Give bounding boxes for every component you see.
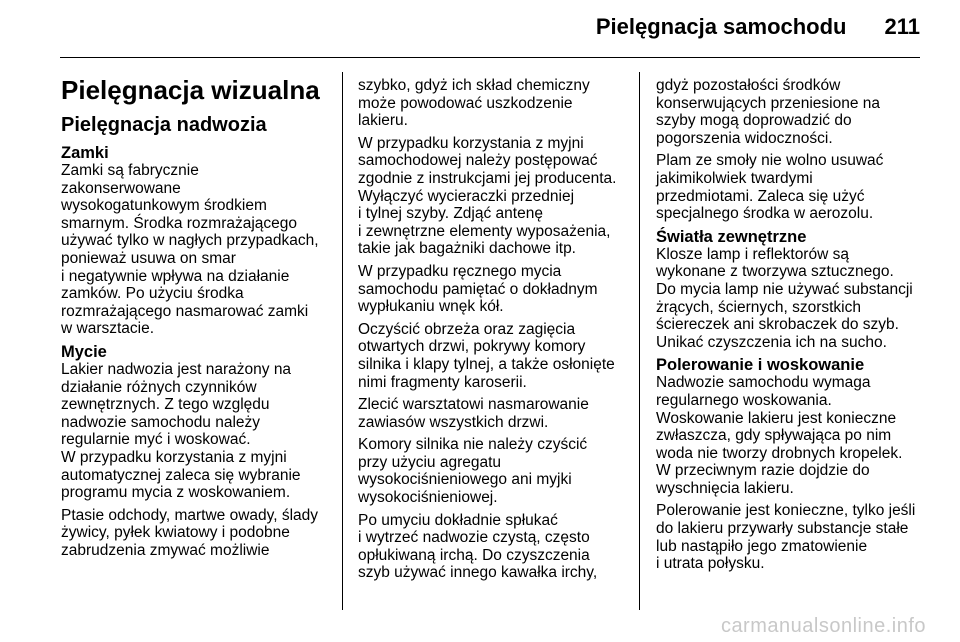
section-heading-mycie: Mycie xyxy=(61,342,107,361)
section-heading-swiatla: Światła zewnętrzne xyxy=(656,227,807,246)
section-heading-polerowanie: Polerowanie i woskowanie xyxy=(656,356,865,375)
watermark: carmanualsonline.info xyxy=(720,615,926,637)
main-heading: Pielęgnacja wizualna xyxy=(61,75,320,105)
section-heading-zamki: Zamki xyxy=(61,144,109,162)
mycie-paragraph-2: Ptasie odchody, martwe owady, ślady żywicy, pyłek kwiatowy i podobne zabrudzenia zmywać możliwie xyxy=(61,506,319,559)
polerowanie-paragraph-2: Polerowanie jest konieczne, tylko jeśli do lakieru przywarły substancje stałe lub nastąpiło jego zmatowienie i utrata połysku. xyxy=(656,502,916,573)
paragraph: Zlecić warsztatowi nasmarowanie zawiasów wszystkich drzwi. xyxy=(358,396,589,431)
swiatla-paragraph: Klosze lamp i reflektorów są wykonane z tworzywa sztucznego. Do mycia lamp nie używać substancji żrących, ściernych, szorstkich ściereczek ani skrobaczek do szyb. Unikać czyszczenia ich na sucho. xyxy=(656,245,913,351)
paragraph: Plam ze smoły nie wolno usuwać jakimikolwiek twardymi przedmiotami. Zaleca się użyć specjalnego środka w aerozolu. xyxy=(656,152,884,223)
column-divider-1 xyxy=(342,72,343,610)
paragraph: szybko, gdyż ich skład chemiczny może powodować uszkodzenie lakieru. xyxy=(358,77,590,130)
paragraph: Po umyciu dokładnie spłukać i wytrzeć nadwozie czystą, często opłukiwaną irchą. Do czyszczenia szyb używać innego kawałka irchy, xyxy=(358,511,598,582)
paragraph: Oczyścić obrzeża oraz zagięcia otwartych drzwi, pokrywy komory silnika i klapy tylnej, a także osłonięte nimi fragmenty karoserii. xyxy=(358,320,615,391)
header-title: Pielęgnacja samochodu xyxy=(595,14,847,39)
zamki-paragraph: Zamki są fabrycznie zakonserwowane wysokogatunkowym środkiem smarnym. Środka rozmrażającego używać tylko w nagłych przypadkach, ponieważ usuwa on smar i negatywnie wpływa na działanie zamków. Po użyciu środka rozmrażającego nasmarować zamki w warsztacie. xyxy=(61,162,319,338)
page-number: 211 xyxy=(884,14,920,39)
paragraph: gdyż pozostałości środków konserwujących przeniesione na szyby mogą doprowadzić do pogorszenia widoczności. xyxy=(656,77,881,147)
paragraph: Komory silnika nie należy czyścić przy użyciu agregatu wysokociśnieniowego ani myjki wysokociśnieniowej. xyxy=(358,436,588,507)
header-rule xyxy=(60,57,920,58)
sub-heading: Pielęgnacja nadwozia xyxy=(61,114,267,136)
column-divider-2 xyxy=(639,72,640,610)
page-header xyxy=(596,14,920,48)
column-2 xyxy=(358,77,626,587)
polerowanie-paragraph-1: Nadwozie samochodu wymaga regularnego woskowania. Woskowanie lakieru jest konieczne zwłaszcza, gdy spływająca po nim woda nie tworzy drobnych kropelek. W przeciwnym razie dojdzie do wyschnięcia lakieru. xyxy=(656,374,903,497)
paragraph: W przypadku korzystania z myjni samochodowej należy postępować zgodnie z instrukcjami jej producenta. Wyłączyć wycieraczki przedniej i tylnej szyby. Zdjąć antenę i zewnętrzne elementy wyposażenia, takie jak bagażniki dachowe itp. xyxy=(358,134,617,258)
column-1 xyxy=(61,76,329,564)
paragraph: W przypadku ręcznego mycia samochodu pamiętać o dokładnym wypłukaniu wnęk kół. xyxy=(358,262,598,316)
mycie-paragraph-1: Lakier nadwozia jest narażony na działanie różnych czynników zewnętrznych. Z tego względu nadwozie samochodu należy regularnie myć i woskować. W przypadku korzystania z myjni automatycznej zaleca się wybranie programu mycia z woskowaniem. xyxy=(61,360,301,502)
column-3 xyxy=(656,77,924,578)
